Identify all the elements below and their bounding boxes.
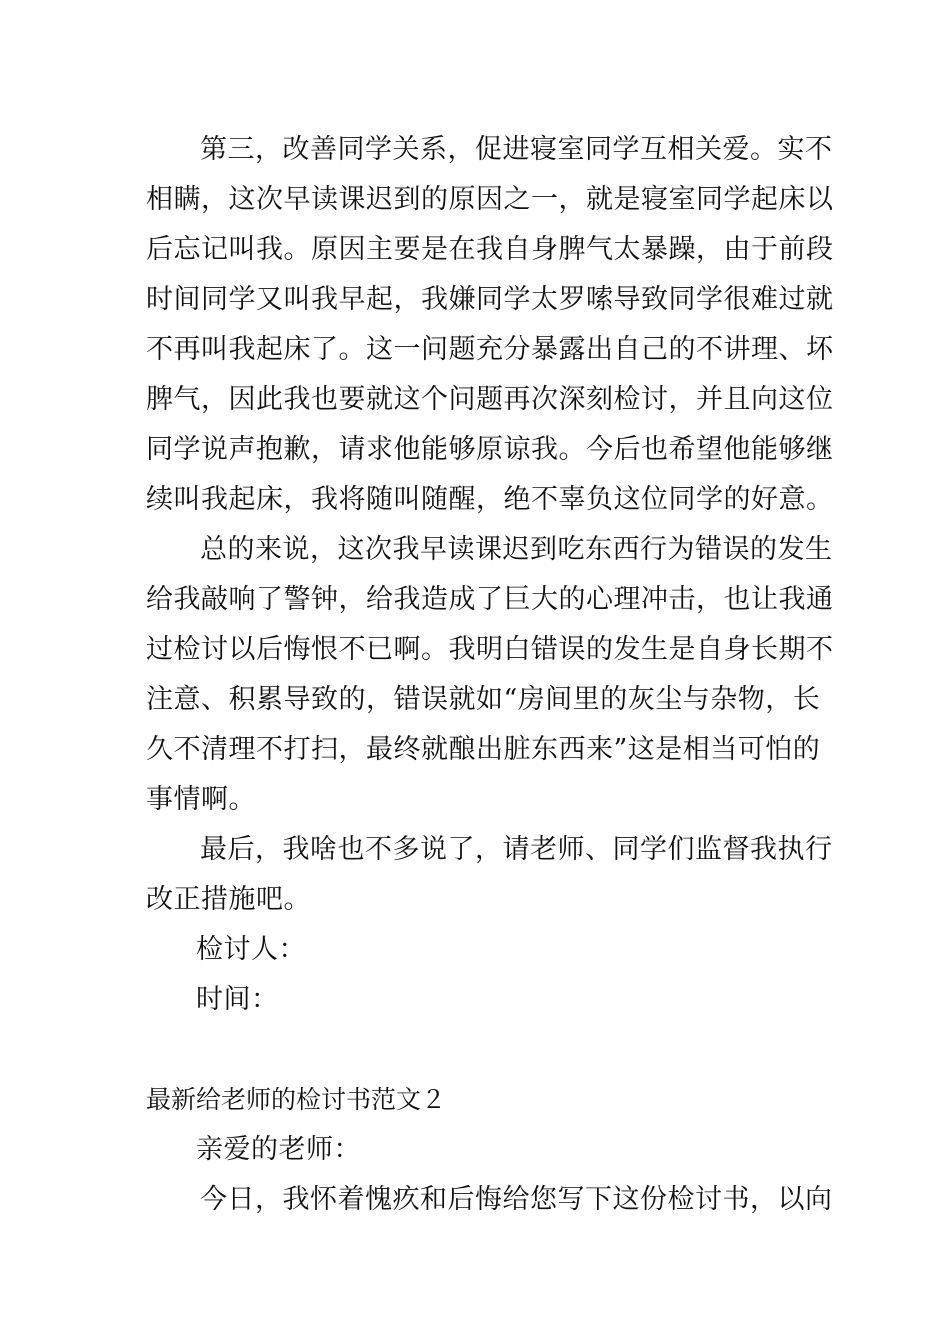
text-line: 改正措施吧。: [146, 884, 311, 915]
text-line: 同学说声抱歉，请求他能够原谅我。今后也希望他能够继: [146, 434, 834, 465]
text-line: 不再叫我起床了。这一问题充分暴露出自己的不讲理、坏: [146, 334, 834, 365]
text-line: 今日，我怀着愧疚和后悔给您写下这份检讨书，以向: [200, 1184, 833, 1215]
text-line: 总的来说，这次我早读课迟到吃东西行为错误的发生: [200, 534, 833, 565]
salutation: 亲爱的老师：: [196, 1134, 361, 1165]
signature-label: 检讨人：: [196, 934, 306, 965]
text-line: 久不清理不打扫，最终就酿出脏东西来”这是相当可怕的: [146, 734, 821, 765]
text-line: 第三，改善同学关系，促进寝室同学互相关爱。实不: [200, 134, 833, 165]
text-line: 时间同学又叫我早起，我嫌同学太罗嗦导致同学很难过就: [146, 284, 834, 315]
text-line: 最后，我啥也不多说了，请老师、同学们监督我执行: [200, 834, 833, 865]
text-line: 给我敲响了警钟，给我造成了巨大的心理冲击，也让我通: [146, 584, 834, 615]
time-label: 时间：: [196, 984, 279, 1015]
section-title: 最新给老师的检讨书范文２: [146, 1085, 447, 1114]
text-line: 注意、积累导致的，错误就如“房间里的灰尘与杂物，长: [146, 684, 821, 715]
text-line: 事情啊。: [146, 784, 256, 815]
text-line: 后忘记叫我。原因主要是在我自身脾气太暴躁，由于前段: [146, 234, 834, 265]
text-line: 过检讨以后悔恨不已啊。我明白错误的发生是自身长期不: [146, 634, 834, 665]
text-line: 脾气，因此我也要就这个问题再次深刻检讨，并且向这位: [146, 384, 834, 415]
text-line: 续叫我起床，我将随叫随醒，绝不辜负这位同学的好意。: [146, 484, 834, 515]
text-line: 相瞒，这次早读课迟到的原因之一，就是寝室同学起床以: [146, 184, 834, 215]
